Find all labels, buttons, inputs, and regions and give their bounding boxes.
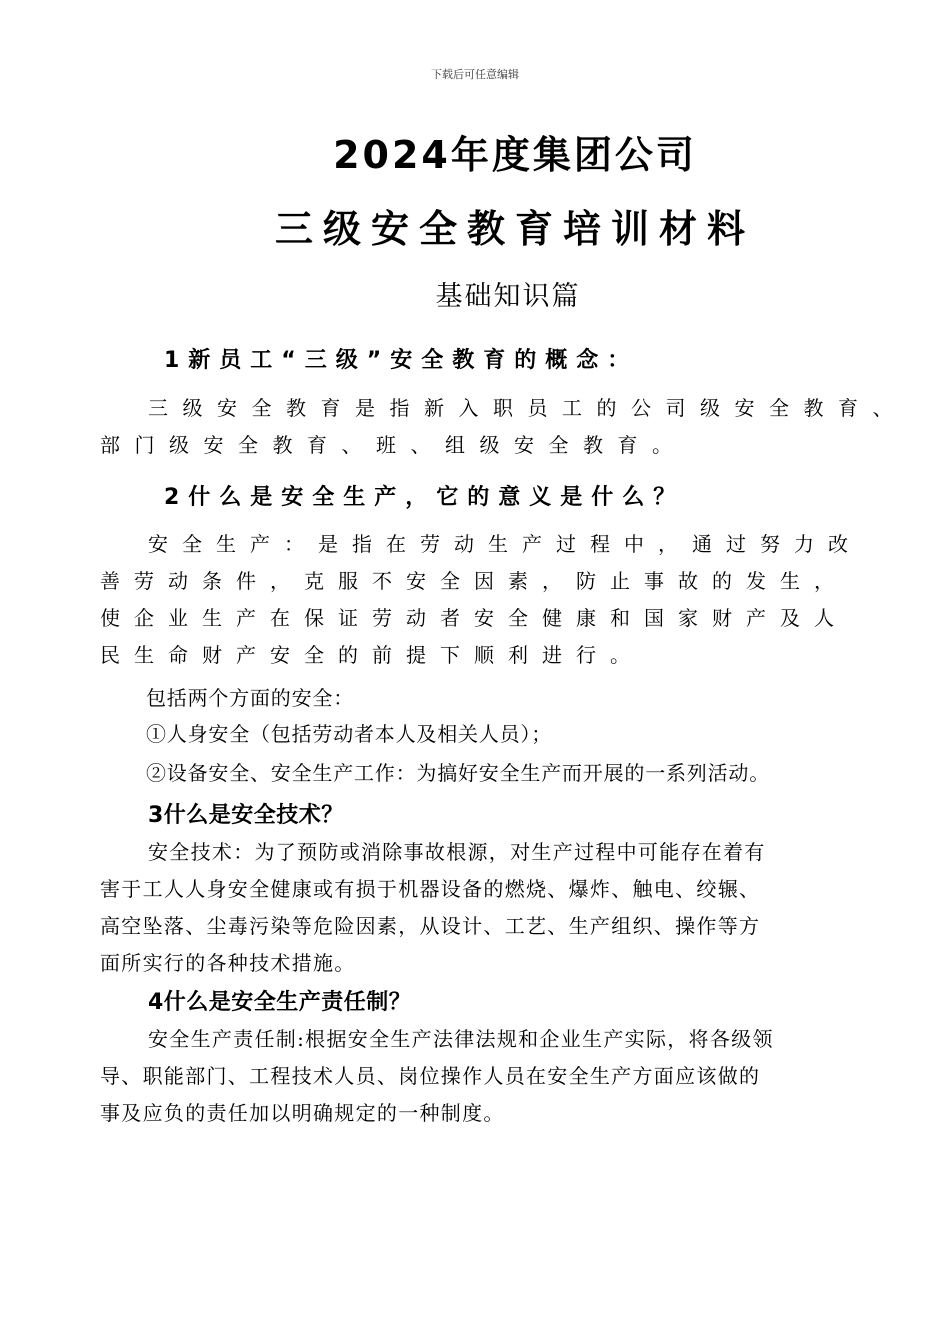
section1-heading: 1新员工“三级”安全教育的概念： — [164, 348, 639, 373]
header-note: 下载后可任意编辑 — [431, 68, 519, 81]
section3-line: 面所实行的各种技术措施。 — [100, 951, 356, 975]
section2-line: 民生命财产安全的前提下顺利进行。 — [100, 643, 644, 667]
section2-line: 安全生产：是指在劳动生产过程中，通过努力改 — [148, 532, 862, 556]
section3-line: 高空坠落、尘毒污染等危险因素，从设计、工艺、生产组织、操作等方 — [100, 914, 761, 938]
section4-line: 事及应负的责任加以明确规定的一种制度。 — [100, 1101, 505, 1125]
section3-body — [100, 834, 860, 982]
section4-body — [100, 1021, 860, 1132]
document-subtitle: 基础知识篇 — [435, 281, 581, 312]
document-title-line2: 三级安全教育培训材料 — [274, 207, 755, 251]
section2-intro: 包括两个方面的安全： — [146, 686, 354, 710]
section2-item-personal-safety: ①人身安全（包括劳动者本人及相关人员）； — [146, 722, 552, 746]
section2-heading: 2什么是安全生产，它的意义是什么？ — [164, 485, 685, 510]
section2-body — [100, 526, 860, 674]
section4-heading: 4什么是安全生产责任制？ — [148, 990, 412, 1015]
section2-line: 善劳动条件，克服不安全因素，防止事故的发生， — [100, 569, 848, 593]
section4-line: 导、职能部门、工程技术人员、岗位操作人员在安全生产方面应该做的 — [100, 1064, 761, 1088]
section1-line: 三级安全教育是指新入职员工的公司级安全教育、 — [148, 396, 907, 420]
section1-body — [100, 390, 907, 464]
document-title-line1: 2024年度集团公司 — [333, 133, 697, 177]
section3-line: 安全技术：为了预防或消除事故根源，对生产过程中可能存在着有 — [148, 840, 766, 864]
section2-line: 使企业生产在保证劳动者安全健康和国家财产及人 — [100, 606, 848, 630]
section1-line: 部门级安全教育、班、组级安全教育。 — [100, 433, 687, 457]
section2-item-equipment-safety: ②设备安全、安全生产工作：为搞好安全生产而开展的一系列活动。 — [146, 761, 770, 785]
section3-heading: 3什么是安全技术？ — [148, 803, 344, 828]
section4-line: 安全生产责任制:根据安全生产法律法规和企业生产实际，将各级领 — [148, 1027, 774, 1051]
section3-line: 害于工人人身安全健康或有损于机器设备的燃烧、爆炸、触电、绞辗、 — [100, 877, 761, 901]
